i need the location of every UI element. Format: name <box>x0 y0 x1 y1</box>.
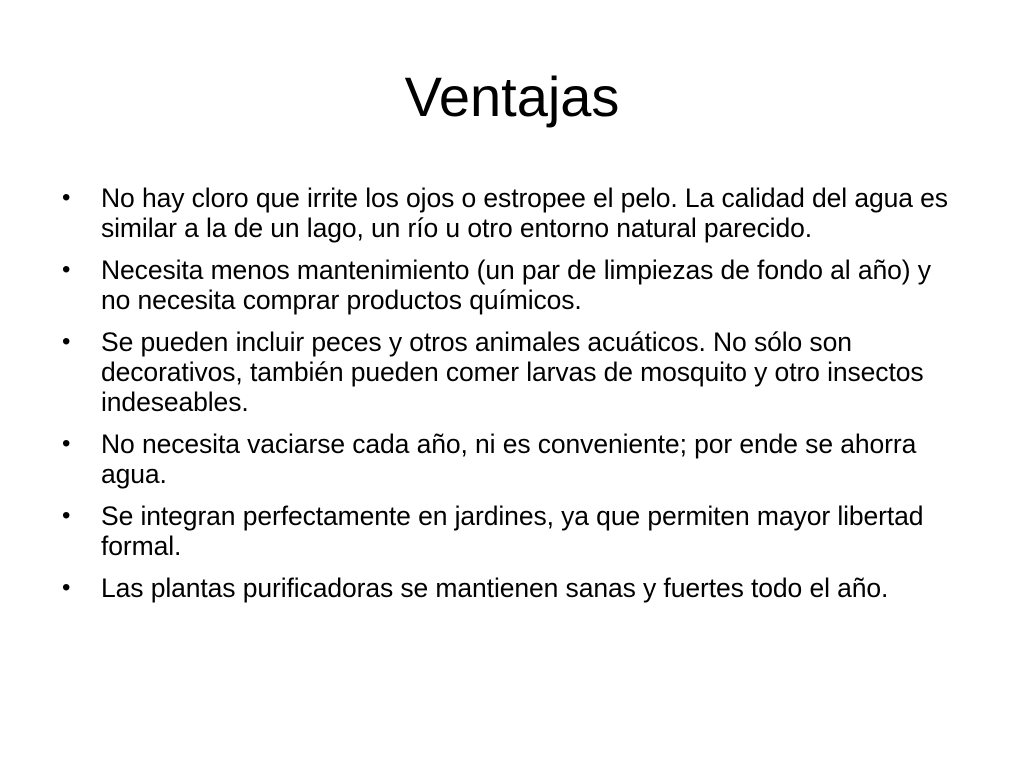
bullet-text: Las plantas purificadoras se mantienen sanas y fuertes todo el año. <box>101 573 889 603</box>
list-item <box>62 183 962 243</box>
bullet-list <box>62 183 962 615</box>
bullet-text: No hay cloro que irrite los ojos o estropee el pelo. La calidad del agua es similar a la de un lago, un río u otro entorno natural parecido. <box>101 183 948 243</box>
list-item <box>62 501 962 561</box>
bullet-marker: • <box>62 430 71 457</box>
bullet-marker: • <box>62 256 71 283</box>
bullet-marker: • <box>62 328 71 355</box>
list-item <box>62 429 962 489</box>
list-item <box>62 327 962 417</box>
bullet-text: Necesita menos mantenimiento (un par de limpiezas de fondo al año) y no necesita comprar productos químicos. <box>101 255 931 315</box>
bullet-text: Se integran perfectamente en jardines, ya que permiten mayor libertad formal. <box>101 501 924 561</box>
slide-title: Ventajas <box>404 65 620 128</box>
bullet-marker: • <box>62 502 71 529</box>
bullet-text: Se pueden incluir peces y otros animales acuáticos. No sólo son decorativos, también pueden comer larvas de mosquito y otro insectos indeseables. <box>101 327 924 417</box>
bullet-marker: • <box>62 184 71 211</box>
bullet-marker: • <box>62 574 71 601</box>
list-item <box>62 255 962 315</box>
list-item <box>62 573 962 603</box>
bullet-text: No necesita vaciarse cada año, ni es conveniente; por ende se ahorra agua. <box>101 429 917 489</box>
